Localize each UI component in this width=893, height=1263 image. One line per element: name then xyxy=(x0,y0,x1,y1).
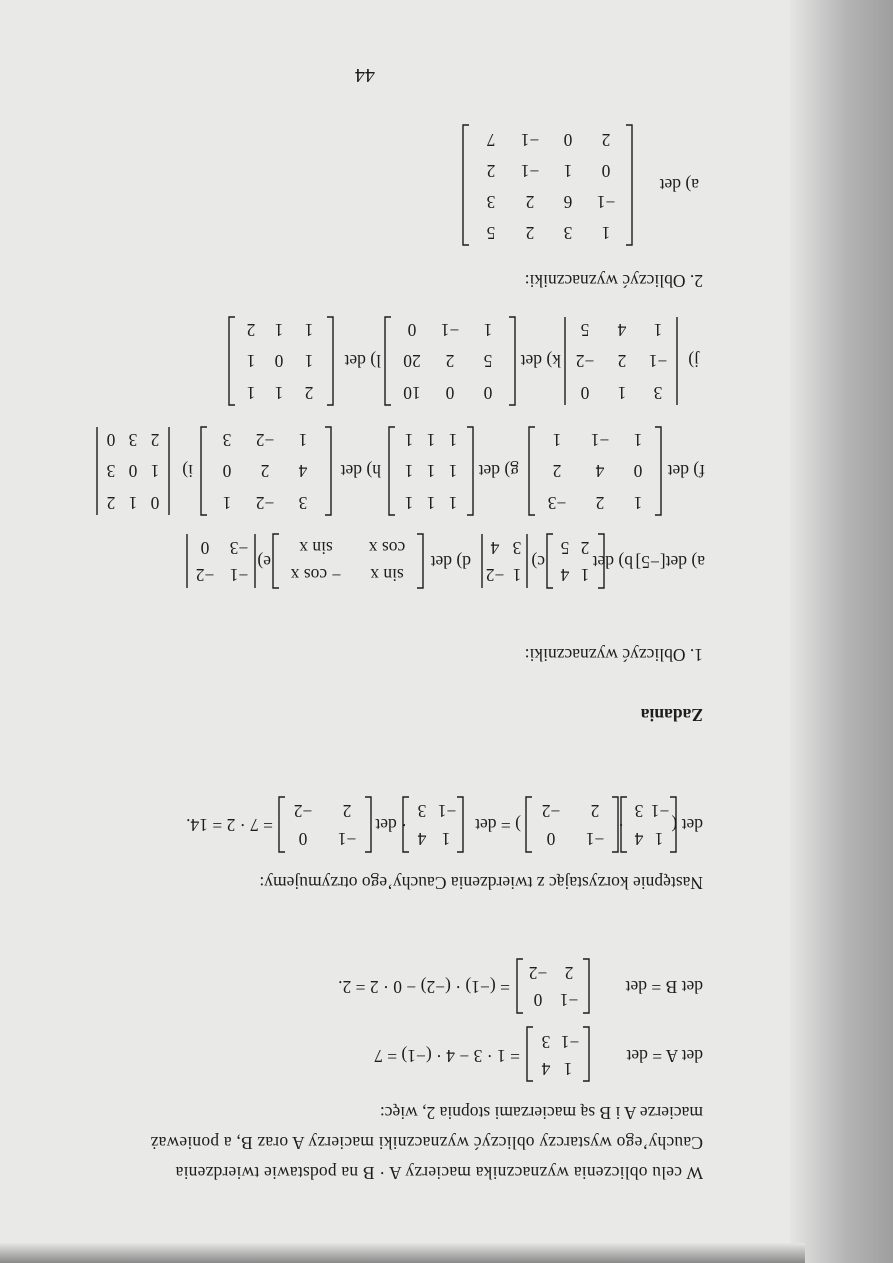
task1-h-m22: 2 xyxy=(260,461,270,481)
det-b-rhs: = (−1) · (−2) − 0 · 2 = 2. xyxy=(338,977,510,997)
task1-a: a) det[−5] xyxy=(635,552,705,572)
task1-i-m32: 3 xyxy=(128,430,138,450)
cauchy-m1-22: 3 xyxy=(634,801,644,821)
bracket xyxy=(229,317,235,405)
det-b-lhs: det B = det xyxy=(625,977,703,997)
task1-h-m21: 4 xyxy=(298,461,308,481)
task1-k-m23: 20 xyxy=(403,351,421,371)
task1-k-m12: 0 xyxy=(445,383,455,403)
task1-i-m23: 3 xyxy=(106,461,116,481)
bracket xyxy=(547,534,553,588)
bracket xyxy=(273,534,279,588)
task1-l-label: l) det xyxy=(344,351,381,371)
task1-l-m33: 2 xyxy=(246,320,256,340)
bracket xyxy=(583,959,589,1013)
bracket xyxy=(626,125,632,245)
task2-a-m23: 2 xyxy=(525,192,535,212)
task1-i-m21: 1 xyxy=(150,461,160,481)
bracket xyxy=(279,797,285,852)
task2-a-m22: 6 xyxy=(563,192,573,212)
det-a-rhs: = 1 · 3 − 4 · (−1) = 7 xyxy=(374,1046,520,1066)
task2-a-m11: 1 xyxy=(601,223,611,243)
task1-j-m33: 5 xyxy=(580,320,590,340)
task1-i-m33: 0 xyxy=(106,430,116,450)
cauchy-det-open: det ( xyxy=(671,815,703,835)
bracket xyxy=(527,1027,533,1081)
task1-c-m12: −2 xyxy=(485,565,505,585)
det-a-lhs: det A = det xyxy=(626,1046,703,1066)
det-b-m11: −1 xyxy=(559,990,579,1010)
task1-j-m32: 4 xyxy=(617,320,627,340)
task1-f-m13: −3 xyxy=(547,493,567,513)
cauchy-dot: · xyxy=(618,815,624,835)
task1-f-m11: 1 xyxy=(633,493,643,513)
task2-a-label: a) det xyxy=(659,175,699,195)
task1-j-m13: 0 xyxy=(580,383,590,403)
task1-g-m23: 1 xyxy=(404,461,414,481)
task1-f-m21: 0 xyxy=(633,461,643,481)
task1-g-m12: 1 xyxy=(426,493,436,513)
page-gutter-shadow xyxy=(790,0,893,1263)
det-a-m12: 4 xyxy=(541,1059,551,1079)
bracket xyxy=(201,427,207,515)
task1-b-label: b) det xyxy=(592,552,633,572)
task1-k-m13: 10 xyxy=(403,383,421,403)
det-b-m21: 2 xyxy=(564,963,574,983)
task1-i-m22: 0 xyxy=(128,461,138,481)
task2-a-m21: −1 xyxy=(596,192,616,212)
task1-b-m11: 1 xyxy=(580,565,590,585)
task1-c-m22: 4 xyxy=(490,538,500,558)
task1-l-m23: 1 xyxy=(246,351,256,371)
cauchy-m3-12: 4 xyxy=(417,829,427,849)
task1-f-m31: 1 xyxy=(633,430,643,450)
det-b-m12: 0 xyxy=(533,990,543,1010)
task1-l-m11: 2 xyxy=(304,383,314,403)
cauchy-m3-11: 1 xyxy=(441,829,451,849)
task1-c-label: c) xyxy=(531,552,545,572)
task2-a-m31: 0 xyxy=(601,161,611,181)
intro-line-2: Cauchy’ego wystarczy obliczyć wyznaczniki macierzy A oraz B, a ponieważ xyxy=(150,1133,703,1153)
bracket xyxy=(509,317,515,405)
task1-l-m12: 1 xyxy=(274,383,284,403)
intro-line-1: W celu obliczenia wyznacznika macierzy A · B na podstawie twierdzenia xyxy=(175,1163,703,1183)
task1-j-m12: 1 xyxy=(617,383,627,403)
cauchy-m3-22: 3 xyxy=(417,801,427,821)
task1-k-m33: 0 xyxy=(407,320,417,340)
cauchy-m2-21: 2 xyxy=(590,801,600,821)
cauchy-m2-11: −1 xyxy=(585,829,605,849)
task1-j-m22: 2 xyxy=(617,351,627,371)
task2-heading: 2. Obliczyć wyznaczniki: xyxy=(524,271,703,291)
cauchy-m3-21: −1 xyxy=(437,801,457,821)
task1-g-m21: 1 xyxy=(448,461,458,481)
task1-f-m12: 2 xyxy=(595,493,605,513)
task1-j-m11: 3 xyxy=(653,383,663,403)
task2-a-m33: −1 xyxy=(520,161,540,181)
bracket xyxy=(365,797,371,852)
task1-g-m32: 1 xyxy=(426,430,436,450)
cauchy-m1-12: 4 xyxy=(634,829,644,849)
task1-h-m32: −2 xyxy=(255,430,275,450)
task1-k-m32: −1 xyxy=(440,320,460,340)
task1-c-m11: 1 xyxy=(512,565,522,585)
bracket xyxy=(463,125,469,245)
task1-j-m21: −1 xyxy=(648,351,668,371)
task2-a-m14: 5 xyxy=(486,223,496,243)
task1-d-m11: sin x xyxy=(370,565,404,585)
task1-h-m12: −2 xyxy=(255,493,275,513)
cauchy-m2-12: 0 xyxy=(546,829,556,849)
task1-e-m21: −3 xyxy=(229,538,249,558)
task1-h-m31: 1 xyxy=(298,430,308,450)
task1-g-m33: 1 xyxy=(404,430,414,450)
task2-a-m24: 3 xyxy=(486,192,496,212)
det-b-m22: −2 xyxy=(528,963,548,983)
cauchy-m4-21: 2 xyxy=(342,801,352,821)
bracket xyxy=(327,317,333,405)
task1-i-label: i) xyxy=(182,461,193,481)
task1-k-m22: 2 xyxy=(445,351,455,371)
task1-g-m31: 1 xyxy=(448,430,458,450)
task1-l-m13: 1 xyxy=(246,383,256,403)
task1-l-m22: 0 xyxy=(274,351,284,371)
task1-l-m21: 1 xyxy=(304,351,314,371)
task1-g-m11: 1 xyxy=(448,493,458,513)
task1-l-m31: 1 xyxy=(304,320,314,340)
task1-l-m32: 1 xyxy=(274,320,284,340)
cauchy-eq-det: ) = det xyxy=(475,815,521,835)
task2-a-m32: 1 xyxy=(563,161,573,181)
task1-j-m23: −2 xyxy=(575,351,595,371)
task1-e-m12: −2 xyxy=(195,565,215,585)
task2-a-m42: 0 xyxy=(563,130,573,150)
cauchy-m4-11: −1 xyxy=(337,829,357,849)
page-number: 44 xyxy=(355,64,375,86)
bracket xyxy=(385,317,391,405)
bracket xyxy=(517,959,523,1013)
task1-g-m13: 1 xyxy=(404,493,414,513)
bracket xyxy=(417,534,423,588)
cauchy-m2-22: −2 xyxy=(541,801,561,821)
task1-k-m21: 5 xyxy=(483,351,493,371)
task1-b-m22: 5 xyxy=(560,538,570,558)
task1-h-m23: 0 xyxy=(222,461,232,481)
task1-f-m22: 4 xyxy=(595,461,605,481)
section-title: Zadania xyxy=(640,705,703,725)
cauchy-m1-11: 1 xyxy=(654,829,664,849)
task1-j-m31: 1 xyxy=(653,320,663,340)
task2-a-m44: 7 xyxy=(486,130,496,150)
task1-b-m21: 2 xyxy=(580,538,590,558)
cauchy-result: = 7 · 2 = 14. xyxy=(186,815,273,835)
task1-h-label: h) det xyxy=(340,461,381,481)
cauchy-m4-12: 0 xyxy=(298,829,308,849)
task1-f-m32: −1 xyxy=(590,430,610,450)
bracket xyxy=(467,427,473,515)
task1-i-m12: 1 xyxy=(128,493,138,513)
task1-g-label: g) det xyxy=(478,461,519,481)
bracket xyxy=(612,797,618,852)
task1-heading: 1. Obliczyć wyznaczniki: xyxy=(524,645,703,665)
task1-h-m13: 1 xyxy=(222,493,232,513)
task1-i-m31: 2 xyxy=(150,430,160,450)
task1-c-m21: 3 xyxy=(512,538,522,558)
task1-e-m22: 0 xyxy=(200,538,210,558)
task1-f-label: f) det xyxy=(667,461,705,481)
task1-h-m11: 3 xyxy=(298,493,308,513)
bracket xyxy=(529,427,535,515)
task2-a-m12: 3 xyxy=(563,223,573,243)
task1-k-label: k) det xyxy=(520,351,561,371)
task1-e-m11: −1 xyxy=(229,565,249,585)
task1-i-m13: 2 xyxy=(106,493,116,513)
task1-k-m31: 1 xyxy=(483,320,493,340)
intro-line-3: macierze A i B są macierzami stopnia 2, więc: xyxy=(379,1103,703,1123)
cauchy-text: Następnie korzystając z twierdzenia Cauchy’ego otrzymujemy: xyxy=(259,873,703,893)
det-a-m11: 1 xyxy=(563,1059,573,1079)
task1-f-m23: 2 xyxy=(552,461,562,481)
bracket xyxy=(655,427,661,515)
task1-b-m12: 4 xyxy=(560,565,570,585)
task1-k-m11: 0 xyxy=(483,383,493,403)
task2-a-m34: 2 xyxy=(486,161,496,181)
det-a-m21: −1 xyxy=(560,1032,580,1052)
task1-d-m22: sin x xyxy=(299,538,333,558)
task2-a-m13: 2 xyxy=(525,223,535,243)
bracket xyxy=(325,427,331,515)
cauchy-m4-22: −2 xyxy=(293,801,313,821)
task1-e-label: e) xyxy=(257,552,271,572)
task1-h-m33: 3 xyxy=(222,430,232,450)
task1-i-m11: 0 xyxy=(150,493,160,513)
task1-d-m21: cos x xyxy=(368,538,406,558)
bracket xyxy=(583,1027,589,1081)
det-a-m22: 3 xyxy=(541,1032,551,1052)
task1-d-m12: − cos x xyxy=(290,565,342,585)
cauchy-dot-det: · det xyxy=(375,815,407,835)
bracket xyxy=(526,797,532,852)
task1-g-m22: 1 xyxy=(426,461,436,481)
task1-d-label: d) det xyxy=(430,552,471,572)
task2-a-m41: 2 xyxy=(601,130,611,150)
task1-j-label: j) xyxy=(688,351,699,371)
task2-a-m43: −1 xyxy=(520,130,540,150)
task1-f-m33: 1 xyxy=(552,430,562,450)
cauchy-m1-21: −1 xyxy=(650,801,670,821)
bracket xyxy=(389,427,395,515)
